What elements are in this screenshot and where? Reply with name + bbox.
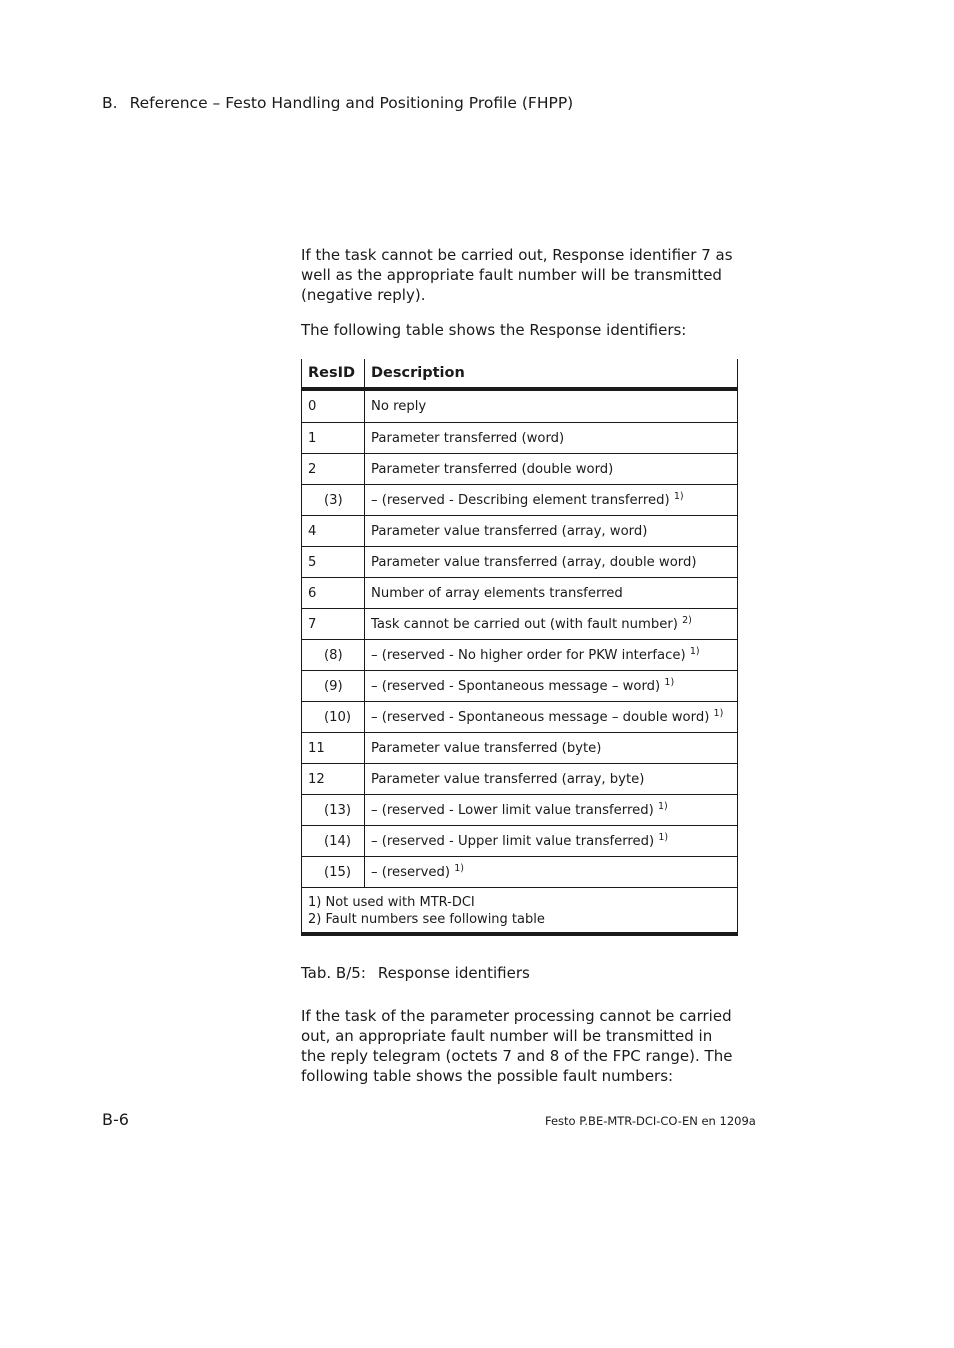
description-text: – (reserved - No higher order for PKW interface) [371,647,686,663]
description-text: Parameter transferred (double word) [371,461,614,477]
description-cell [365,640,738,671]
footnote-marker: 1) [673,490,684,502]
description-text: – (reserved - Upper limit value transferred) [371,833,655,849]
header-resid: ResID [302,359,365,389]
caption-label: Tab. B/5: [301,964,366,982]
resid-cell: 5 [302,547,365,578]
table-row [302,826,738,857]
description-cell [365,795,738,826]
table-row [302,389,738,423]
resid-cell: 12 [302,764,365,795]
description-text: Number of array elements transferred [371,585,623,601]
resid-cell: (15) [302,857,365,888]
table-row [302,547,738,578]
table-caption [301,964,530,982]
table-row [302,423,738,454]
description-cell [365,454,738,485]
resid-cell: (8) [302,640,365,671]
description-text: – (reserved - Spontaneous message – double word) [371,709,710,725]
resid-cell: 1 [302,423,365,454]
resid-cell: 11 [302,733,365,764]
caption-text: Response identifiers [377,964,530,982]
description-cell [365,578,738,609]
description-cell [365,609,738,640]
resid-cell: 4 [302,516,365,547]
table-row [302,640,738,671]
footnote-1: 1) Not used with MTR-DCI [308,895,475,910]
description-cell [365,764,738,795]
description-cell [365,485,738,516]
description-text: – (reserved - Spontaneous message – word) [371,678,661,694]
footnote-marker: 1) [454,862,464,874]
description-cell [365,733,738,764]
running-header [102,94,573,112]
description-cell [365,547,738,578]
response-identifier-table [301,359,738,936]
description-text: Parameter value transferred (byte) [371,740,602,756]
chapter-number: B. [102,94,118,112]
description-text: No reply [371,399,427,414]
table-row [302,857,738,888]
description-text: Parameter value transferred (array, double word) [371,554,697,570]
table-row [302,516,738,547]
footnote-marker: 2) [682,614,692,626]
description-text: – (reserved - Lower limit value transferred) [371,802,654,818]
description-text: Parameter transferred (word) [371,430,565,446]
intro-paragraph: If the task cannot be carried out, Response identifier 7 as well as the appropriate fault number will be transmitted (negative reply). [301,246,733,304]
table-row [302,671,738,702]
resid-cell: (3) [302,485,365,516]
table-row [302,764,738,795]
table-row [302,609,738,640]
resid-cell: (14) [302,826,365,857]
description-text: Parameter value transferred (array, word) [371,523,648,539]
resid-cell: 2 [302,454,365,485]
footnote-marker: 1) [657,800,668,812]
table-row [302,795,738,826]
table-lead-paragraph: The following table shows the Response identifiers: [301,321,687,339]
document-id: Festo P.BE-MTR-DCI-CO-EN en 1209a [545,1114,756,1128]
table-row [302,702,738,733]
table-header-row [302,359,738,389]
resid-cell: (13) [302,795,365,826]
description-cell [365,702,738,733]
footnotes [302,888,738,935]
footnote-marker: 1) [713,707,724,719]
description-text: – (reserved) [371,864,451,880]
description-cell [365,826,738,857]
description-cell [365,516,738,547]
table-row [302,485,738,516]
resid-cell: 7 [302,609,365,640]
resid-cell: 6 [302,578,365,609]
table-row [302,578,738,609]
table-body [302,389,738,888]
resid-cell: (9) [302,671,365,702]
footnote-2: 2) Fault numbers see following table [308,912,545,927]
description-text: – (reserved - Describing element transferred) [371,492,670,508]
table-row [302,454,738,485]
footnote-marker: 1) [664,676,675,688]
footnote-marker: 1) [658,831,669,843]
table-row [302,733,738,764]
fault-paragraph: If the task of the parameter processing cannot be carried out, an appropriate fault number will be transmitted in the reply telegram (octets 7 and 8 of the FPC range). The following table shows the possible fault numbers: [301,1007,733,1085]
description-text: Parameter value transferred (array, byte) [371,771,645,787]
footnote-row [302,888,738,935]
footnote-marker: 1) [689,645,700,657]
description-cell [365,423,738,454]
description-cell [365,389,738,423]
page-number: B-6 [102,1110,129,1129]
resid-cell: (10) [302,702,365,733]
header-description: Description [365,359,738,389]
description-cell [365,857,738,888]
resid-cell: 0 [302,389,365,423]
description-cell [365,671,738,702]
chapter-title: Reference – Festo Handling and Positioning Profile (FHPP) [129,94,574,112]
description-text: Task cannot be carried out (with fault number) [371,616,678,632]
